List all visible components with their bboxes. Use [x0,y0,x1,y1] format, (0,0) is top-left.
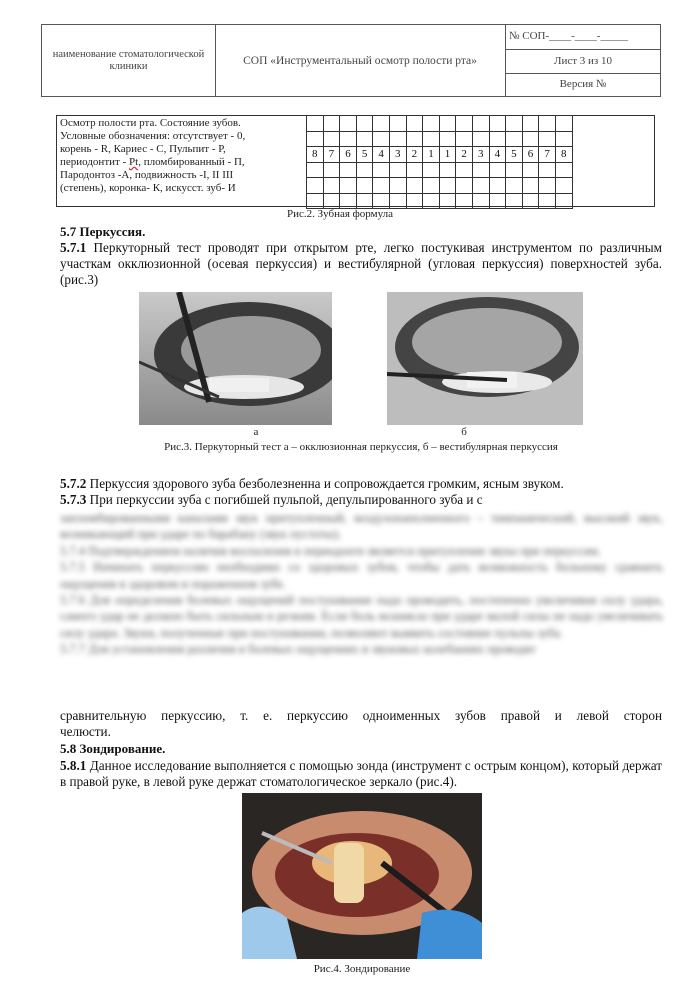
formula-cell [489,178,506,194]
formula-cell [406,178,423,194]
formula-cell [323,178,340,194]
formula-cell [555,193,572,209]
formula-cell [406,162,423,178]
tooth-number: 3 [472,147,489,163]
tooth-number: 6 [340,147,357,163]
fig2-caption: Рис.2. Зубная формула [287,208,393,220]
formula-cell [323,116,340,132]
legend-line [60,156,306,169]
formula-cell [555,162,572,178]
tooth-number: 5 [356,147,373,163]
formula-cell [439,178,456,194]
formula-cell [423,131,440,147]
formula-cell [406,131,423,147]
legend-line: (степень), коронка- К, искусст. зуб- И [60,182,236,194]
formula-cell [323,131,340,147]
formula-cell [356,193,373,209]
formula-cell [323,162,340,178]
formula-cell [307,178,324,194]
paragraph-text: Данное исследование выполняется с помощью зонда (инструмент с острым концом), который держат в правой руке, в левой руке держат стоматологическое зеркало (рис.4). [60,758,662,789]
formula-cell [307,162,324,178]
formula-cell [522,131,539,147]
paragraph-572 [60,476,662,492]
formula-cell [340,193,357,209]
formula-cell [423,193,440,209]
formula-row [307,162,573,178]
legend-text: Pt [129,156,139,168]
fig3-caption: Рис.3. Перкуторный тест а – окклюзионная перкуссия, б – вестибулярная перкуссия [164,441,558,453]
formula-cell [307,131,324,147]
formula-cell [472,162,489,178]
fig4-caption: Рис.4. Зондирование [313,963,411,975]
formula-cell [373,178,390,194]
legend-text: , пломбированный - П, [138,156,245,168]
formula-cell [472,178,489,194]
formula-cell [389,131,406,147]
tooth-number: 4 [373,147,390,163]
tooth-number: 7 [323,147,340,163]
clinic-name: наименование стоматологической клиники [42,25,216,96]
legend-line: Осмотр полости рта. Состояние зубов. [60,117,241,129]
paragraph-number: 5.8.1 [60,758,87,773]
sop-number: № СОП-____-____-_____ [506,25,660,50]
tooth-number: 3 [389,147,406,163]
tooth-number: 4 [489,147,506,163]
formula-cell [489,116,506,132]
paragraph-581 [60,758,662,790]
paragraph-text: Перкуссия здорового зуба безболезненна и сопровождается громким, ясным звуком. [86,476,564,491]
formula-cell [356,131,373,147]
formula-cell [456,131,473,147]
formula-cell [423,178,440,194]
formula-cell [340,162,357,178]
formula-cell [439,131,456,147]
sop-title: СОП «Инструментальный осмотр полости рта» [215,25,506,96]
tooth-number: 8 [555,147,572,163]
paragraph-577-end: сравнительную перкуссию, т. е. перкуссию одноименных зубов правой и левой сторон [60,708,662,723]
legend-line: корень - R, Кариес - С, Пульпит - Р, [60,143,226,155]
formula-cell [522,162,539,178]
paragraph-577-end-2: челюсти. [60,724,111,739]
paragraph-573 [60,492,662,508]
blurred-paragraph: 5.7.4 Подтверждением наличия воспаления в периодонте является притупление звука при перкуссии. [60,543,601,558]
formula-cell [406,116,423,132]
formula-row [307,178,573,194]
formula-cell [456,178,473,194]
formula-cell [489,131,506,147]
formula-cell [456,162,473,178]
formula-cell [356,162,373,178]
formula-cell [423,116,440,132]
paragraph-number: 5.7.3 [60,492,87,507]
formula-cell [539,116,556,132]
formula-cell [506,193,523,209]
formula-cell [373,193,390,209]
tooth-number: 1 [423,147,440,163]
formula-row [307,131,573,147]
formula-cell [389,193,406,209]
formula-cell [439,162,456,178]
formula-legend [60,117,306,195]
paragraph-571 [60,240,662,288]
legend-text: периодонтит - [60,156,129,168]
tooth-number: 2 [456,147,473,163]
formula-cell [439,116,456,132]
fig3a-photo [139,292,332,425]
formula-cell [555,178,572,194]
tooth-number: 6 [522,147,539,163]
version: Версия № [559,78,607,90]
formula-cell [340,116,357,132]
formula-cell [307,193,324,209]
formula-row [307,193,573,209]
blurred-paragraph: 5.7.6 Для определения болевых ощущений постукивание надо проводить, постепенно увеличивая силу удара, самого удар не должно быть сильным и резким. Если боль возникла при ударе малой силы не надо увеличивать силу удара. Звуки, полученные при постукивании, позволяют выявить состояние пульпы зуба. [60,593,663,640]
formula-cell [340,178,357,194]
formula-cell [389,116,406,132]
formula-cell [472,116,489,132]
section-57-title: 5.7 Перкуссия. [60,224,146,239]
dental-formula-grid [306,115,573,209]
formula-cell [555,131,572,147]
formula-cell [522,178,539,194]
formula-cell [472,193,489,209]
formula-cell [506,162,523,178]
tooth-number: 1 [439,147,456,163]
formula-cell [539,131,556,147]
blurred-paragraph: 5.7.7 Для установления различия в болевых ощущениях и звуковых колебаниях проводят [60,642,536,657]
formula-cell [439,193,456,209]
formula-cell [356,116,373,132]
formula-cell [506,116,523,132]
formula-cell [489,193,506,209]
formula-cell [456,193,473,209]
tooth-number: 5 [506,147,523,163]
formula-cell [456,116,473,132]
legend-line: Условные обозначения: отсутствует - 0, [60,130,246,142]
tooth-number: 7 [539,147,556,163]
blurred-text-block [60,510,663,710]
formula-cell [522,193,539,209]
blurred-paragraph: 5.7.5 Начинать перкуссию необходимо со здоровых зубов, чтобы дать возможность больному сравнить ощущения в здоровом и пораженном зубе. [60,560,663,591]
document-header [41,24,661,97]
formula-cell [555,116,572,132]
formula-cell [472,131,489,147]
sheet-number: Лист 3 из 10 [506,50,660,74]
formula-cell [539,193,556,209]
formula-cell [307,116,324,132]
tooth-number: 8 [307,147,324,163]
paragraph-number: 5.7.2 [60,476,87,491]
formula-cell [389,162,406,178]
formula-cell [389,178,406,194]
tooth-number: 2 [406,147,423,163]
paragraph-number: 5.7.1 [60,240,87,255]
fig3b-label: б [461,426,467,438]
blurred-paragraph: запломбированными каналами звук притупленный, воздухонаполненного – тимпанический, высокий звук, возникающий при ударе по барабану (звук пустоты). [60,511,663,542]
formula-cell [423,162,440,178]
fig3a-label: а [253,426,259,438]
fig3b-photo [387,292,583,425]
formula-cell [539,178,556,194]
formula-cell [373,116,390,132]
formula-row [307,147,573,163]
formula-cell [356,178,373,194]
formula-cell [373,162,390,178]
formula-cell [522,116,539,132]
legend-line: Пародонтоз -А, подвижность -I, II III [60,169,234,181]
paragraph-text: При перкуссии зуба с погибшей пульпой, депульпированного зуба и с [86,492,483,507]
formula-cell [539,162,556,178]
fig4-photo [242,793,482,959]
formula-cell [489,162,506,178]
formula-cell [506,131,523,147]
formula-cell [406,193,423,209]
formula-cell [506,178,523,194]
section-58-title: 5.8 Зондирование. [60,741,166,756]
formula-cell [323,193,340,209]
paragraph-text: Перкуторный тест проводят при открытом рте, легко постукивая инструментом по различным участкам окклюзионной (осевая перкуссия) и вестибулярной (угловая перкуссия) поверхностей зуба. (рис.3) [60,240,662,287]
formula-cell [373,131,390,147]
formula-cell [340,131,357,147]
formula-row [307,116,573,132]
